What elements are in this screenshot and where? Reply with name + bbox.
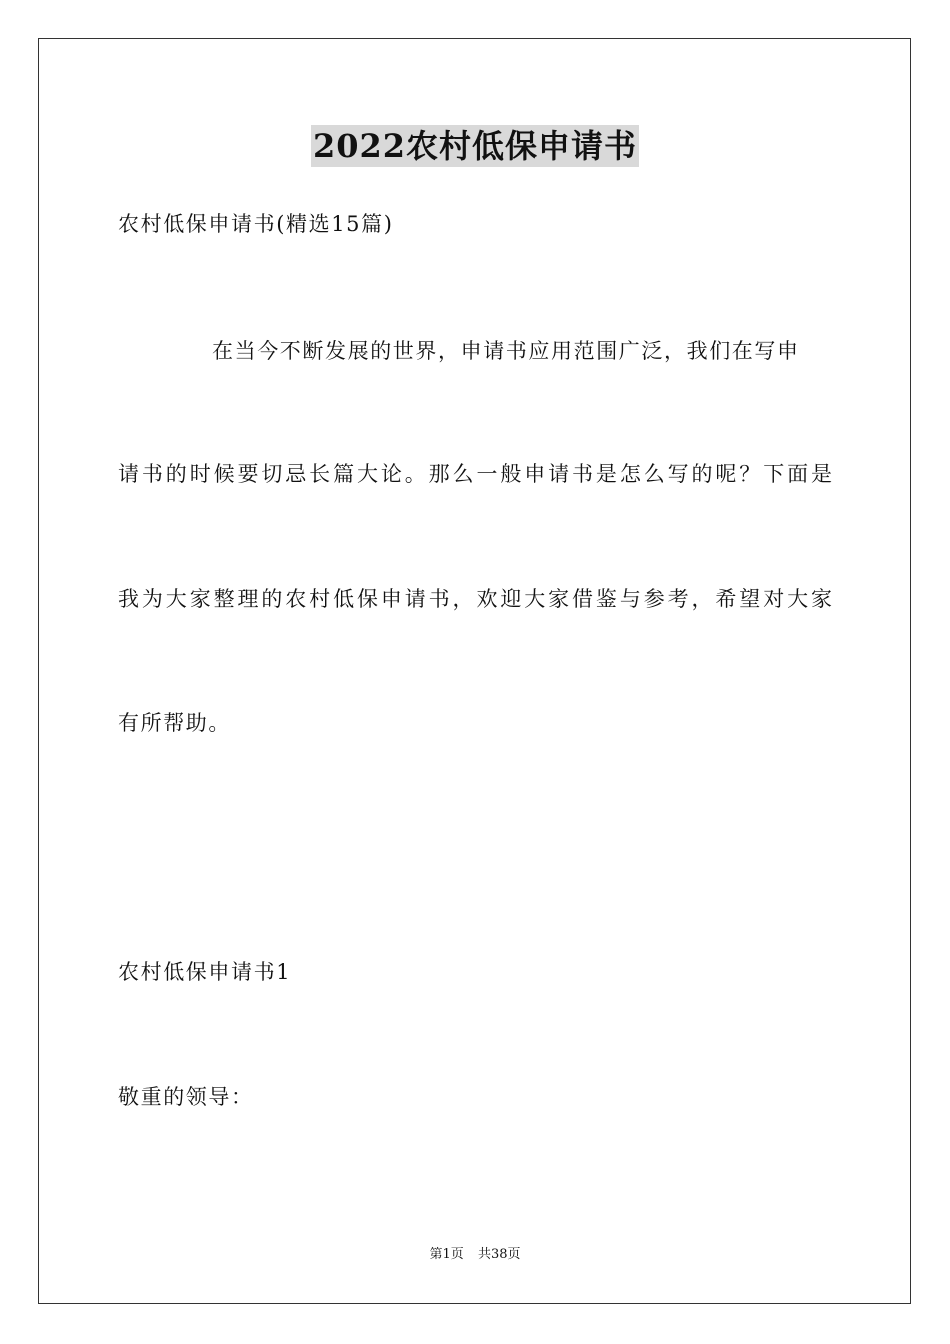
document-title: 2022农村低保申请书 [312, 127, 638, 165]
intro-line-2: 请书的时候要切忌长篇大论。那么一般申请书是怎么写的呢？下面是 [118, 462, 832, 486]
current-page: 第1页 [429, 1247, 464, 1262]
section-heading: 农村低保申请书1 [118, 960, 292, 984]
salutation: 敬重的领导： [118, 1085, 254, 1109]
document-subtitle: 农村低保申请书(精选15篇) [118, 212, 394, 236]
intro-line-1: 在当今不断发展的世界，申请书应用范围广泛，我们在写申 [212, 339, 800, 363]
intro-line-3: 我为大家整理的农村低保申请书，欢迎大家借鉴与参考，希望对大家 [118, 587, 832, 611]
title-container [0, 125, 950, 167]
total-pages: 共38页 [477, 1247, 521, 1262]
page-footer [0, 1246, 950, 1264]
intro-line-4: 有所帮助。 [118, 711, 231, 735]
